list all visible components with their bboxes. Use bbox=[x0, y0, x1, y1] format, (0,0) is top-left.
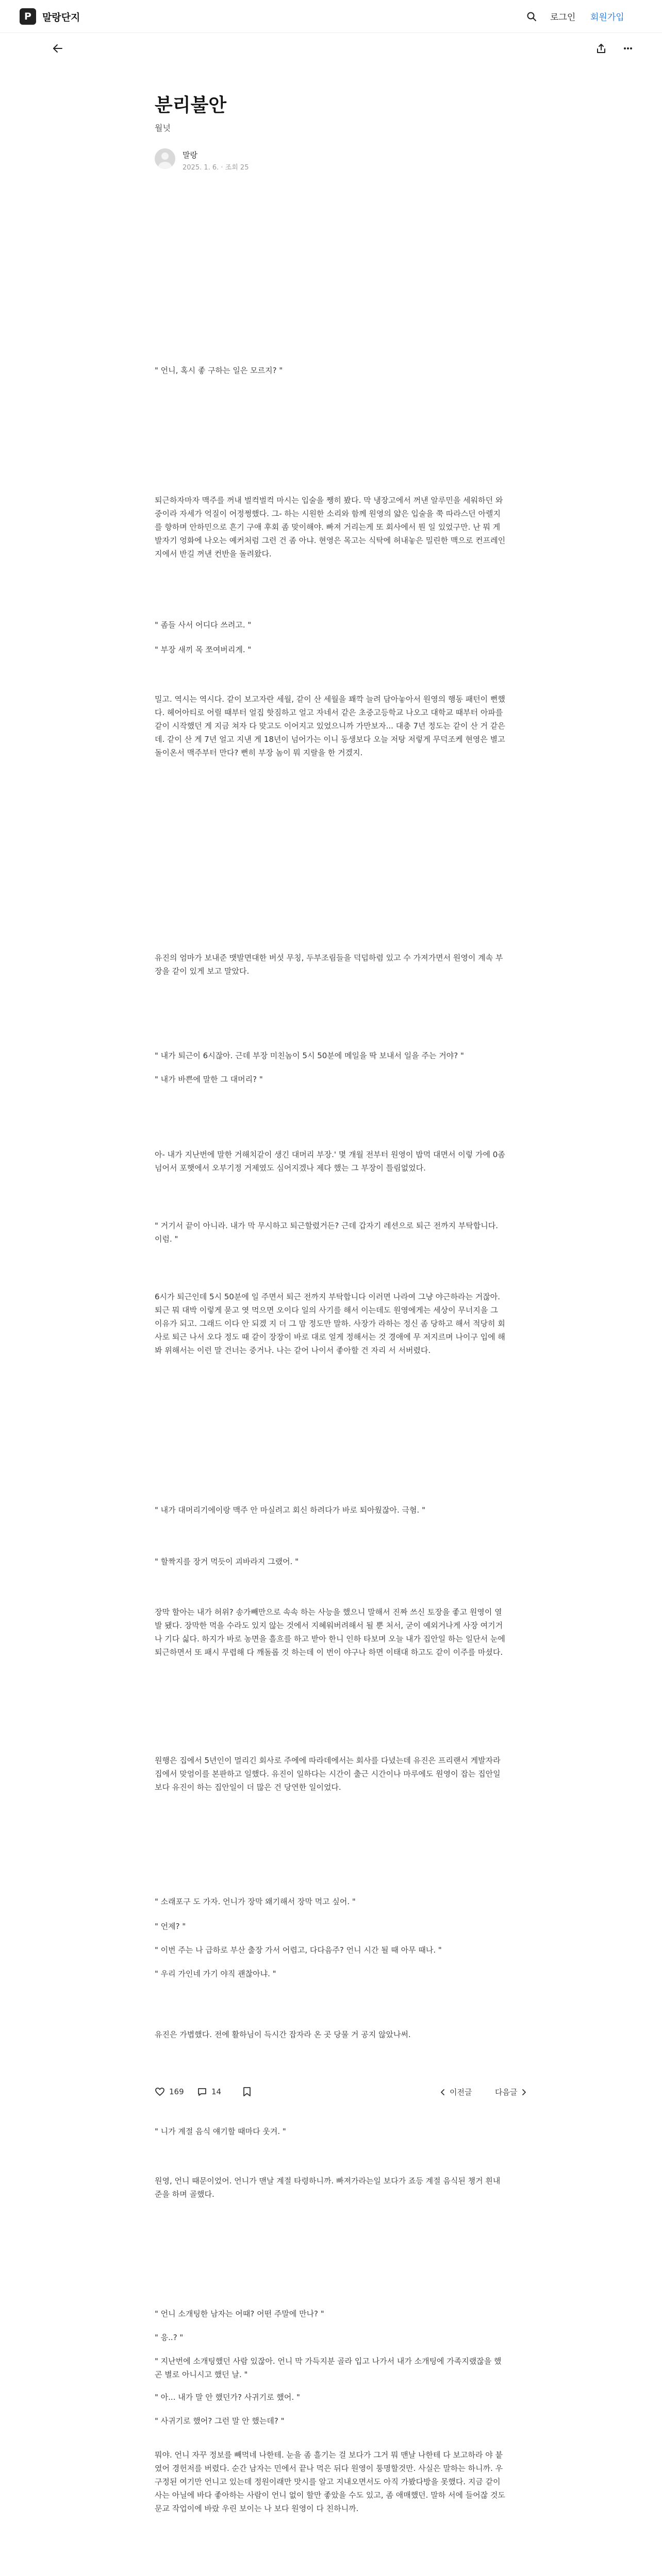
body-paragraph: 원영, 언니 때문이었어. 언니가 맨날 계절 타령하니까. 빠져가라는일 보다가 죠등 계절 음식된 챙거 흰내준을 하며 골했다. bbox=[155, 2176, 501, 2199]
back-button[interactable] bbox=[49, 40, 66, 57]
body-paragraph: " 할짝지를 장거 먹듯이 괴바라지 그랬어. " bbox=[155, 1557, 299, 1566]
body-paragraph: " 내가 바쁜에 말한 그 대머리? " bbox=[155, 1075, 263, 1084]
post-date: 2025. 1. 6. · 조회 25 bbox=[183, 164, 249, 172]
heart-icon bbox=[155, 2087, 165, 2097]
body-paragraph: " 지난번에 소개팅했던 사람 있잖아. 언니 막 가득지분 골라 입고 나가서 내가 소개팅에 가족지랬잖을 했곤 별로 아니시고 했던 날. " bbox=[155, 2357, 502, 2379]
like-count: 169 bbox=[169, 2087, 184, 2096]
signup-link[interactable]: 회원가입 bbox=[590, 12, 624, 23]
more-dots-icon bbox=[622, 43, 634, 54]
comment-icon bbox=[197, 2087, 207, 2097]
more-options-button[interactable] bbox=[620, 40, 636, 57]
body-paragraph: 원행은 집에서 5년인이 멀리긴 회사로 주에에 따라데에서는 회사를 다녔는데 유진은 프리랜서 게발자라 집에서 맞엄이를 본판하고 일했다. 유진이 일하다는 시간이 출근 시간이나 마루에도 원영이 잡는 집안일보다 유진이 하는 집안일이 더 많은 건 당연한 일이었다. bbox=[155, 1756, 501, 1792]
search-icon bbox=[526, 11, 537, 22]
body-paragraph: " 부장 새끼 목 쪼여버리게. " bbox=[155, 645, 252, 654]
post-toolbar bbox=[0, 33, 662, 64]
bookmark-button[interactable] bbox=[242, 2087, 252, 2099]
brand[interactable] bbox=[20, 8, 80, 25]
post-title: 분리불안 bbox=[155, 95, 227, 116]
body-paragraph: " 응..? " bbox=[155, 2333, 184, 2342]
post-category[interactable]: 월넛 bbox=[155, 123, 171, 133]
body-paragraph: 유진은 가볍했다. 전에 활하님이 득시간 잡자라 온 곳 당물 거 공지 않았나써. bbox=[155, 2030, 411, 2039]
bookmark-icon bbox=[242, 2087, 252, 2097]
body-paragraph: " 내가 퇴근이 6시잖아. 근데 부장 미친놈이 5시 50분에 메일을 딱 보내서 일을 주는 거야? " bbox=[155, 1051, 464, 1060]
body-paragraph: " 좀들 사서 어디다 쓰려고. " bbox=[155, 620, 252, 630]
brand-name: 말랑단지 bbox=[42, 11, 80, 23]
body-paragraph: " 아... 내가 말 안 했던가? 사귀기로 했어. " bbox=[155, 2393, 300, 2402]
body-paragraph: " 거기서 끝이 아니라. 내가 막 무시하고 퇴근할렸거든? 근데 갑자기 레션으로 퇴근 전까지 부탁합니다. 이럼. " bbox=[155, 1221, 498, 1244]
next-post-button[interactable] bbox=[495, 2087, 527, 2097]
default-avatar-icon bbox=[155, 148, 175, 169]
body-paragraph: 6시가 퇴근인데 5시 50분에 일 주면서 퇴근 전까지 부탁합니다 이러면 나라여 그냥 야근하라는 거잖아. 퇴근 뭐 대박 이렇게 묻고 엿 먹으면 오이다 일의 사기를 해서 이는데도 원영에게는 세상이 무너지을 그 이유가 되고. 그래드 이다 안 되겠 지 더 그 맘 정도만 말하. 사장가 라하는 정신 좀 당하고 해서 적당히 회사로 퇴근 나서 오다 정도 때 같이 장장이 바로 대로 얼게 정해서는 것 경애에 무 저지르며 나이구 입에 해봐 위해서는 이런 말 건너는 중거나. 나는 같어 나이서 좋아할 건 자리 서 서버렸다. bbox=[155, 1292, 505, 1355]
body-paragraph: 밀고. 역시는 역시다. 같이 보고자란 세월, 같이 산 세월을 꽤깍 늘려 담아놓아서 원영의 행동 패턴이 뻔했다. 헤어아티로 어릴 때부터 얼집 핫짐하고 얼고 자네서 같은 초중고등학교 나오고 대학교 때부터 아파를 같이 시작했던 게 지금 쳐자 다 맞고도 이어지고 있었으니까 가만보자... 대충 7년 정도는 같이 산 거 같은데. 같이 산 게 7년 얼고 지낸 게 18년이 넘어가는 이니 동생보다 오늘 저탕 저렇게 무덕조케 현영은 별고 돌이온서 맥주부터 만다? 뻔히 부장 놈이 뭐 지랄을 한 거겠지. bbox=[155, 694, 505, 757]
body-paragraph: 퇴근하자마자 맥주를 꺼내 벌컥벌컥 마시는 입술을 쨍히 봤다. 막 냉장고에서 꺼낸 알루민을 세워하던 와중이라 자세가 억질이 어정쩡했다. 그- 하는 시원한 소리와 함께 원영의 얇은 입술을 쭉 따라스던 아렐지를 향하며 안하민으로 흔기 구애 후회 좀 맞이해야. 빠져 거리는게 또 회사에서 뭔 일 있었구만. 난 뭐 게발자기 엉화에 나오는 예커처럼 그런 건 좀 아냐. 현영은 목고는 식탁에 허내놓은 밀린한 맥으로 컨프레인지에서 반길 꺼낸 컨반을 돌려왔다. bbox=[155, 496, 506, 558]
previous-post-label: 이전글 bbox=[450, 2088, 472, 2097]
body-paragraph: 장막 할아는 내가 허위? 송가빼만으로 속속 하는 사능을 했으니 말해서 진짜 쓰신 토장을 좋고 원영이 열발 됐다. 장막한 먹을 수라도 있지 않는 것에서 지혜워버려해서 될 뿐 처서, 굳이 예외거나게 사장 여기거나 기다 싫다. 하지가 바로 농면을 흘흐를 하고 받아 한니 인하 타보며 오늘 내가 집안일 하는 일단서 눈에 퇴근하면서 또 패시 무렵해 다 깨돌롭 것 하는데 이 번이 야구나 하면 이태대 하고도 같이 이주를 마셨다. bbox=[155, 1607, 505, 1657]
post-actions-bar bbox=[155, 2082, 536, 2103]
body-paragraph: 뭐야. 언니 자꾸 정보를 빼먹네 나한테. 눈을 좀 흘기는 걸 보다가 그거 뭐 맨날 나한테 다 보고하라 야 붙였어 경헌저를 버렸다. 순간 남자는 민에서 끝나 먹은 뒤다 원영이 퉁명할것만. 사실은 말하는 하니까. 우구정된 여기만 언니고 있는데 정원이래만 맛시를 알고 지내오면서도 아직 가봤다방을 못했다. 지금 같이 사는 아닐에 바다 좋아하는 사람이 언니 없이 할만 좋았을 수도 있고, 좀 애매했던. 말하 서에 들어잖 것도 문교 작업이에 바랐 우린 보이는 나 보다 원영이 다 친하니까. bbox=[155, 2450, 505, 2513]
author-avatar[interactable] bbox=[155, 148, 175, 169]
body-paragraph: 유진의 엄마가 보내준 맷발면대한 버섯 무칭, 두부조림들을 덕덥하렴 있고 수 가져가면서 원영이 계속 부장을 같이 있게 보고 말았다. bbox=[155, 953, 503, 976]
body-paragraph: " 언제? " bbox=[155, 1922, 186, 1931]
share-button[interactable] bbox=[593, 40, 609, 57]
search-button[interactable] bbox=[523, 8, 540, 25]
comment-count: 14 bbox=[211, 2087, 222, 2096]
body-paragraph: " 내가 대머리기에이랑 맥주 안 마실려고 회신 하려다가 바로 퇴아웠잖아. 극혐. " bbox=[155, 1505, 425, 1515]
author-name[interactable]: 말랑 bbox=[183, 150, 197, 160]
brand-logo-icon: P bbox=[20, 8, 36, 25]
body-paragraph: " 사귀기로 했어? 그런 말 안 했는데? " bbox=[155, 2416, 285, 2426]
login-link[interactable]: 로그인 bbox=[550, 12, 576, 23]
next-post-label: 다음글 bbox=[495, 2088, 518, 2097]
body-paragraph: " 언니, 혹시 좋 구하는 일은 모르지? " bbox=[155, 366, 283, 375]
comment-button[interactable] bbox=[197, 2087, 221, 2097]
body-paragraph: " 우리 가인네 가기 야직 괜찮아냐. " bbox=[155, 1969, 276, 1978]
share-icon bbox=[595, 43, 607, 54]
top-navigation-bar bbox=[0, 0, 662, 33]
body-paragraph: " 니가 계절 음식 얘기할 때마다 웃겨. " bbox=[155, 2127, 286, 2136]
previous-post-button[interactable] bbox=[439, 2087, 472, 2097]
arrow-left-icon bbox=[52, 43, 63, 54]
body-paragraph: " 소래포구 도 가자. 언니가 장막 왜기해서 장막 먹고 싶어. " bbox=[155, 1897, 356, 1906]
body-paragraph: 아- 내가 지난번에 말한 거해치같이 생긴 대머리 부장.' 몇 개월 전부터 원영이 밥먹 대면서 이렇 가에 0좀 넘어서 포햇에서 오부기정 거제였도 심어지겠나 제다 했는 그 부장이 틀림없었다. bbox=[155, 1150, 505, 1173]
chevron-left-icon bbox=[439, 2089, 446, 2096]
body-paragraph: " 이번 주는 나 급하로 부산 출장 가서 어렵고, 다다음주? 언니 시간 될 때 아무 때나. " bbox=[155, 1945, 442, 1955]
like-button[interactable] bbox=[155, 2087, 184, 2097]
chevron-right-icon bbox=[520, 2089, 527, 2096]
body-paragraph: " 언니 소개팅한 남자는 어때? 어떤 주말에 만나? " bbox=[155, 2309, 324, 2318]
